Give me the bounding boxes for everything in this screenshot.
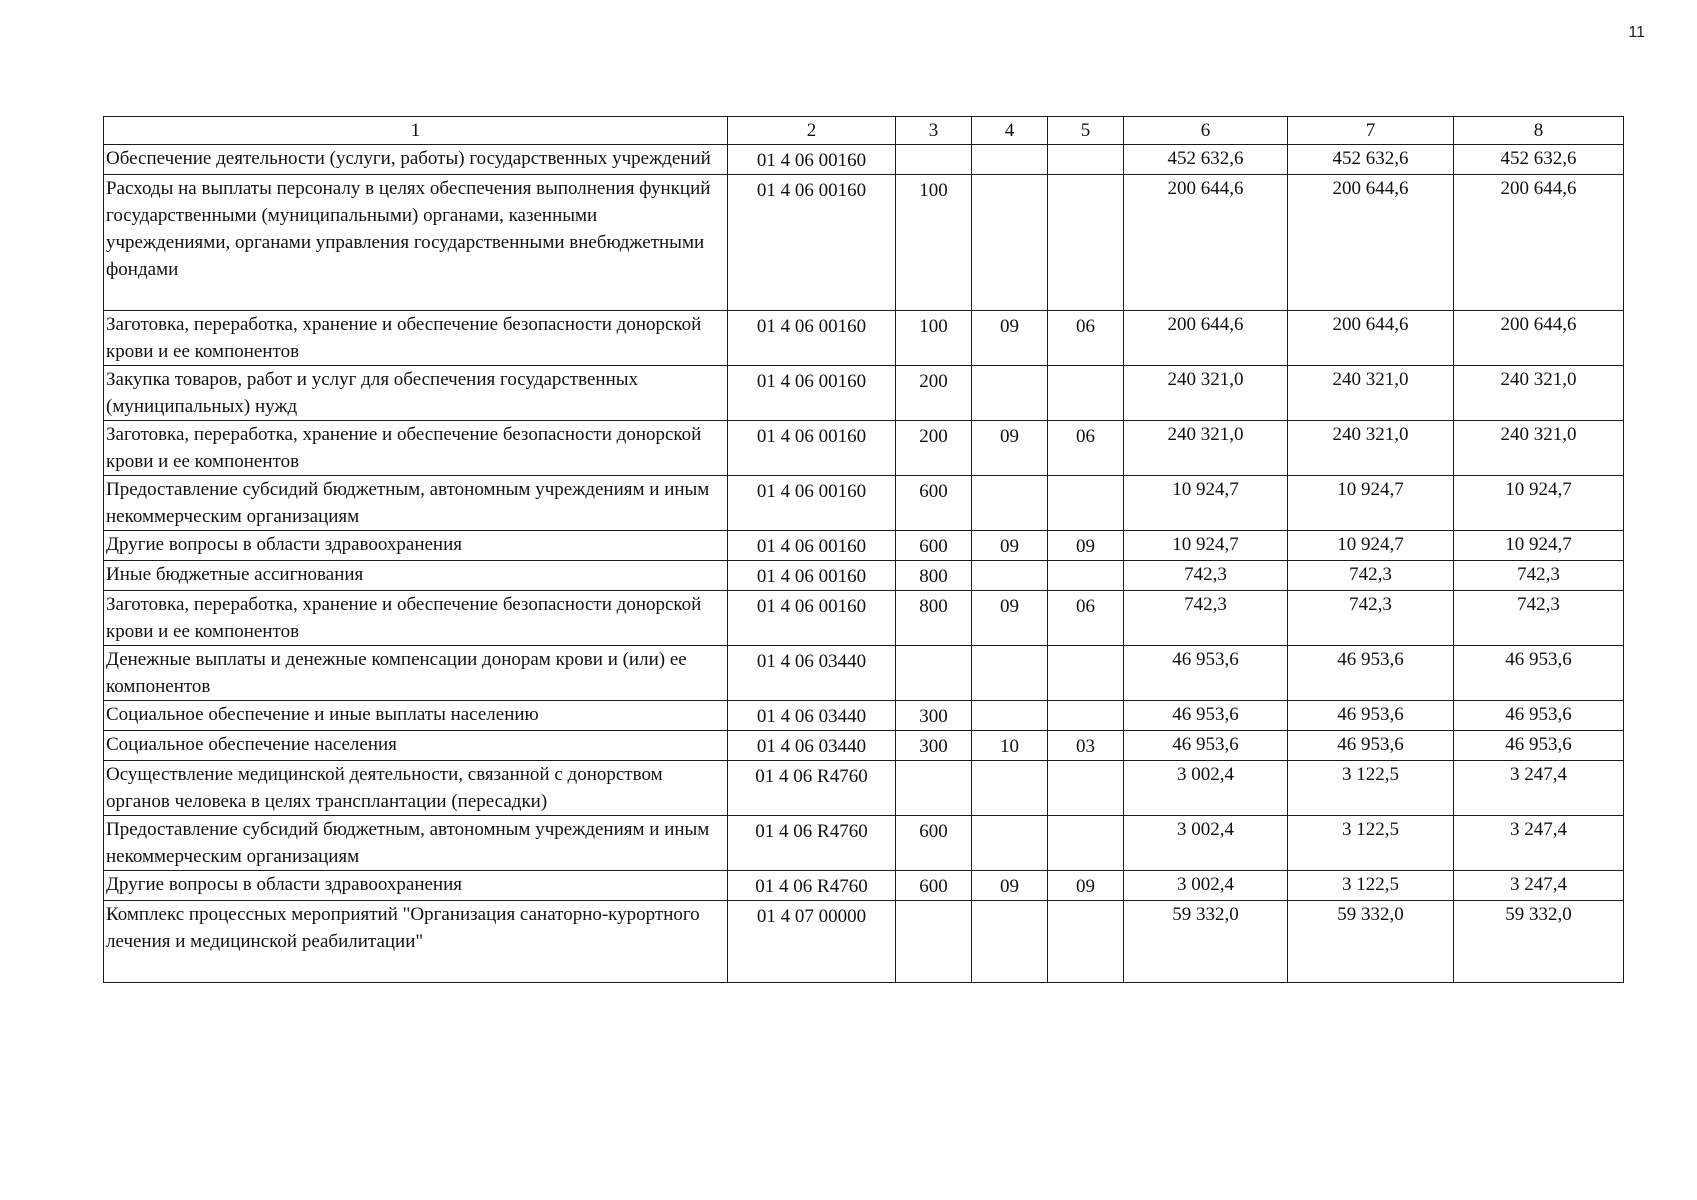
amount-col8-cell: 742,3 (1454, 591, 1624, 646)
row-name-cell: Денежные выплаты и денежные компенсации донорам крови и (или) ее компонентов (104, 646, 728, 701)
subsection-cell: 06 (1048, 311, 1124, 366)
subsection-cell (1048, 366, 1124, 421)
expense-type-cell: 600 (896, 531, 972, 561)
expense-type-cell (896, 646, 972, 701)
expense-type-cell: 600 (896, 871, 972, 901)
amount-col7-cell: 452 632,6 (1288, 145, 1454, 175)
expense-type-cell: 600 (896, 476, 972, 531)
subsection-cell (1048, 701, 1124, 731)
page-number: 11 (1628, 24, 1645, 41)
section-cell (972, 175, 1048, 311)
amount-col6-cell: 3 002,4 (1124, 761, 1288, 816)
expense-type-cell (896, 761, 972, 816)
header-row (104, 117, 1624, 145)
expense-type-cell: 100 (896, 311, 972, 366)
section-cell (972, 646, 1048, 701)
code-cell: 01 4 06 00160 (728, 366, 896, 421)
row-name-cell: Социальное обеспечение населения (104, 731, 728, 761)
amount-col6-cell: 240 321,0 (1124, 421, 1288, 476)
row-name-cell: Другие вопросы в области здравоохранения (104, 531, 728, 561)
expense-type-cell: 200 (896, 366, 972, 421)
amount-col6-cell: 10 924,7 (1124, 476, 1288, 531)
expense-type-cell: 200 (896, 421, 972, 476)
amount-col8-cell: 10 924,7 (1454, 476, 1624, 531)
section-cell (972, 816, 1048, 871)
expense-type-cell: 300 (896, 701, 972, 731)
subsection-cell: 03 (1048, 731, 1124, 761)
subsection-cell: 06 (1048, 421, 1124, 476)
column-header: 7 (1288, 117, 1454, 145)
subsection-cell: 06 (1048, 591, 1124, 646)
code-cell: 01 4 06 00160 (728, 175, 896, 311)
amount-col8-cell: 452 632,6 (1454, 145, 1624, 175)
section-cell: 09 (972, 311, 1048, 366)
code-cell: 01 4 06 R4760 (728, 871, 896, 901)
amount-col8-cell: 742,3 (1454, 561, 1624, 591)
row-name-cell: Социальное обеспечение и иные выплаты населению (104, 701, 728, 731)
amount-col8-cell: 46 953,6 (1454, 701, 1624, 731)
table-row (104, 531, 1624, 561)
amount-col6-cell: 46 953,6 (1124, 731, 1288, 761)
amount-col7-cell: 3 122,5 (1288, 871, 1454, 901)
expense-type-cell (896, 145, 972, 175)
row-name-cell: Заготовка, переработка, хранение и обеспечение безопасности донорской крови и ее компонентов (104, 591, 728, 646)
amount-col7-cell: 46 953,6 (1288, 646, 1454, 701)
section-cell: 09 (972, 421, 1048, 476)
amount-col8-cell: 3 247,4 (1454, 761, 1624, 816)
amount-col7-cell: 3 122,5 (1288, 816, 1454, 871)
amount-col6-cell: 3 002,4 (1124, 871, 1288, 901)
amount-col8-cell: 46 953,6 (1454, 731, 1624, 761)
section-cell (972, 366, 1048, 421)
amount-col6-cell: 742,3 (1124, 561, 1288, 591)
section-cell: 09 (972, 871, 1048, 901)
code-cell: 01 4 06 00160 (728, 476, 896, 531)
expense-type-cell (896, 901, 972, 983)
amount-col7-cell: 742,3 (1288, 561, 1454, 591)
amount-col6-cell: 452 632,6 (1124, 145, 1288, 175)
row-name-cell: Обеспечение деятельности (услуги, работы) государственных учреждений (104, 145, 728, 175)
subsection-cell (1048, 145, 1124, 175)
expense-type-cell: 800 (896, 591, 972, 646)
subsection-cell (1048, 761, 1124, 816)
table-row (104, 701, 1624, 731)
expense-type-cell: 800 (896, 561, 972, 591)
code-cell: 01 4 06 00160 (728, 145, 896, 175)
table-row (104, 871, 1624, 901)
column-header: 3 (896, 117, 972, 145)
row-name-cell: Заготовка, переработка, хранение и обеспечение безопасности донорской крови и ее компонентов (104, 311, 728, 366)
subsection-cell (1048, 816, 1124, 871)
amount-col7-cell: 200 644,6 (1288, 311, 1454, 366)
amount-col7-cell: 10 924,7 (1288, 476, 1454, 531)
subsection-cell (1048, 646, 1124, 701)
section-cell (972, 761, 1048, 816)
row-name-cell: Предоставление субсидий бюджетным, автономным учреждениям и иным некоммерческим организациям (104, 816, 728, 871)
amount-col8-cell: 240 321,0 (1454, 366, 1624, 421)
row-name-cell: Другие вопросы в области здравоохранения (104, 871, 728, 901)
section-cell (972, 561, 1048, 591)
amount-col6-cell: 3 002,4 (1124, 816, 1288, 871)
amount-col8-cell: 240 321,0 (1454, 421, 1624, 476)
amount-col8-cell: 3 247,4 (1454, 871, 1624, 901)
code-cell: 01 4 06 00160 (728, 591, 896, 646)
amount-col8-cell: 200 644,6 (1454, 311, 1624, 366)
amount-col6-cell: 200 644,6 (1124, 175, 1288, 311)
table-row (104, 145, 1624, 175)
table-row (104, 561, 1624, 591)
amount-col7-cell: 59 332,0 (1288, 901, 1454, 983)
code-cell: 01 4 06 R4760 (728, 761, 896, 816)
amount-col7-cell: 3 122,5 (1288, 761, 1454, 816)
amount-col6-cell: 10 924,7 (1124, 531, 1288, 561)
table-row (104, 591, 1624, 646)
expense-type-cell: 100 (896, 175, 972, 311)
amount-col7-cell: 742,3 (1288, 591, 1454, 646)
amount-col6-cell: 59 332,0 (1124, 901, 1288, 983)
code-cell: 01 4 06 00160 (728, 421, 896, 476)
code-cell: 01 4 06 00160 (728, 531, 896, 561)
section-cell (972, 901, 1048, 983)
amount-col7-cell: 46 953,6 (1288, 701, 1454, 731)
budget-table (103, 116, 1624, 983)
subsection-cell: 09 (1048, 531, 1124, 561)
table-body (104, 145, 1624, 983)
table-row (104, 761, 1624, 816)
row-name-cell: Расходы на выплаты персоналу в целях обеспечения выполнения функций государственными (муниципальными) органами, казенными учреждениями, органами управления государственными внебюджетными фондами (104, 175, 728, 311)
row-name-cell: Предоставление субсидий бюджетным, автономным учреждениям и иным некоммерческим организациям (104, 476, 728, 531)
row-name-cell: Осуществление медицинской деятельности, связанной с донорством органов человека в целях трансплантации (пересадки) (104, 761, 728, 816)
subsection-cell (1048, 175, 1124, 311)
subsection-cell (1048, 901, 1124, 983)
section-cell: 09 (972, 531, 1048, 561)
code-cell: 01 4 06 00160 (728, 311, 896, 366)
amount-col8-cell: 59 332,0 (1454, 901, 1624, 983)
subsection-cell: 09 (1048, 871, 1124, 901)
column-header: 5 (1048, 117, 1124, 145)
amount-col6-cell: 742,3 (1124, 591, 1288, 646)
column-header: 6 (1124, 117, 1288, 145)
amount-col7-cell: 10 924,7 (1288, 531, 1454, 561)
code-cell: 01 4 06 R4760 (728, 816, 896, 871)
table-row (104, 731, 1624, 761)
amount-col8-cell: 3 247,4 (1454, 816, 1624, 871)
amount-col7-cell: 240 321,0 (1288, 366, 1454, 421)
column-header: 2 (728, 117, 896, 145)
column-header: 8 (1454, 117, 1624, 145)
row-name-cell: Иные бюджетные ассигнования (104, 561, 728, 591)
subsection-cell (1048, 561, 1124, 591)
section-cell: 10 (972, 731, 1048, 761)
table-row (104, 366, 1624, 421)
code-cell: 01 4 06 03440 (728, 731, 896, 761)
table-row (104, 421, 1624, 476)
code-cell: 01 4 06 03440 (728, 701, 896, 731)
amount-col8-cell: 200 644,6 (1454, 175, 1624, 311)
row-name-cell: Заготовка, переработка, хранение и обеспечение безопасности донорской крови и ее компонентов (104, 421, 728, 476)
code-cell: 01 4 06 03440 (728, 646, 896, 701)
section-cell (972, 145, 1048, 175)
table-row (104, 311, 1624, 366)
section-cell (972, 476, 1048, 531)
table-row (104, 646, 1624, 701)
section-cell: 09 (972, 591, 1048, 646)
row-name-cell: Закупка товаров, работ и услуг для обеспечения государственных (муниципальных) нужд (104, 366, 728, 421)
amount-col8-cell: 46 953,6 (1454, 646, 1624, 701)
column-header: 4 (972, 117, 1048, 145)
code-cell: 01 4 07 00000 (728, 901, 896, 983)
amount-col7-cell: 200 644,6 (1288, 175, 1454, 311)
table-row (104, 816, 1624, 871)
row-name-cell: Комплекс процессных мероприятий "Организация санаторно-курортного лечения и медицинской реабилитации" (104, 901, 728, 983)
table-row (104, 175, 1624, 311)
table-row (104, 901, 1624, 983)
amount-col6-cell: 200 644,6 (1124, 311, 1288, 366)
column-header: 1 (104, 117, 728, 145)
amount-col8-cell: 10 924,7 (1454, 531, 1624, 561)
amount-col7-cell: 240 321,0 (1288, 421, 1454, 476)
amount-col6-cell: 46 953,6 (1124, 701, 1288, 731)
amount-col7-cell: 46 953,6 (1288, 731, 1454, 761)
expense-type-cell: 600 (896, 816, 972, 871)
section-cell (972, 701, 1048, 731)
amount-col6-cell: 46 953,6 (1124, 646, 1288, 701)
table-row (104, 476, 1624, 531)
code-cell: 01 4 06 00160 (728, 561, 896, 591)
amount-col6-cell: 240 321,0 (1124, 366, 1288, 421)
subsection-cell (1048, 476, 1124, 531)
expense-type-cell: 300 (896, 731, 972, 761)
budget-table-wrapper (103, 116, 1623, 983)
